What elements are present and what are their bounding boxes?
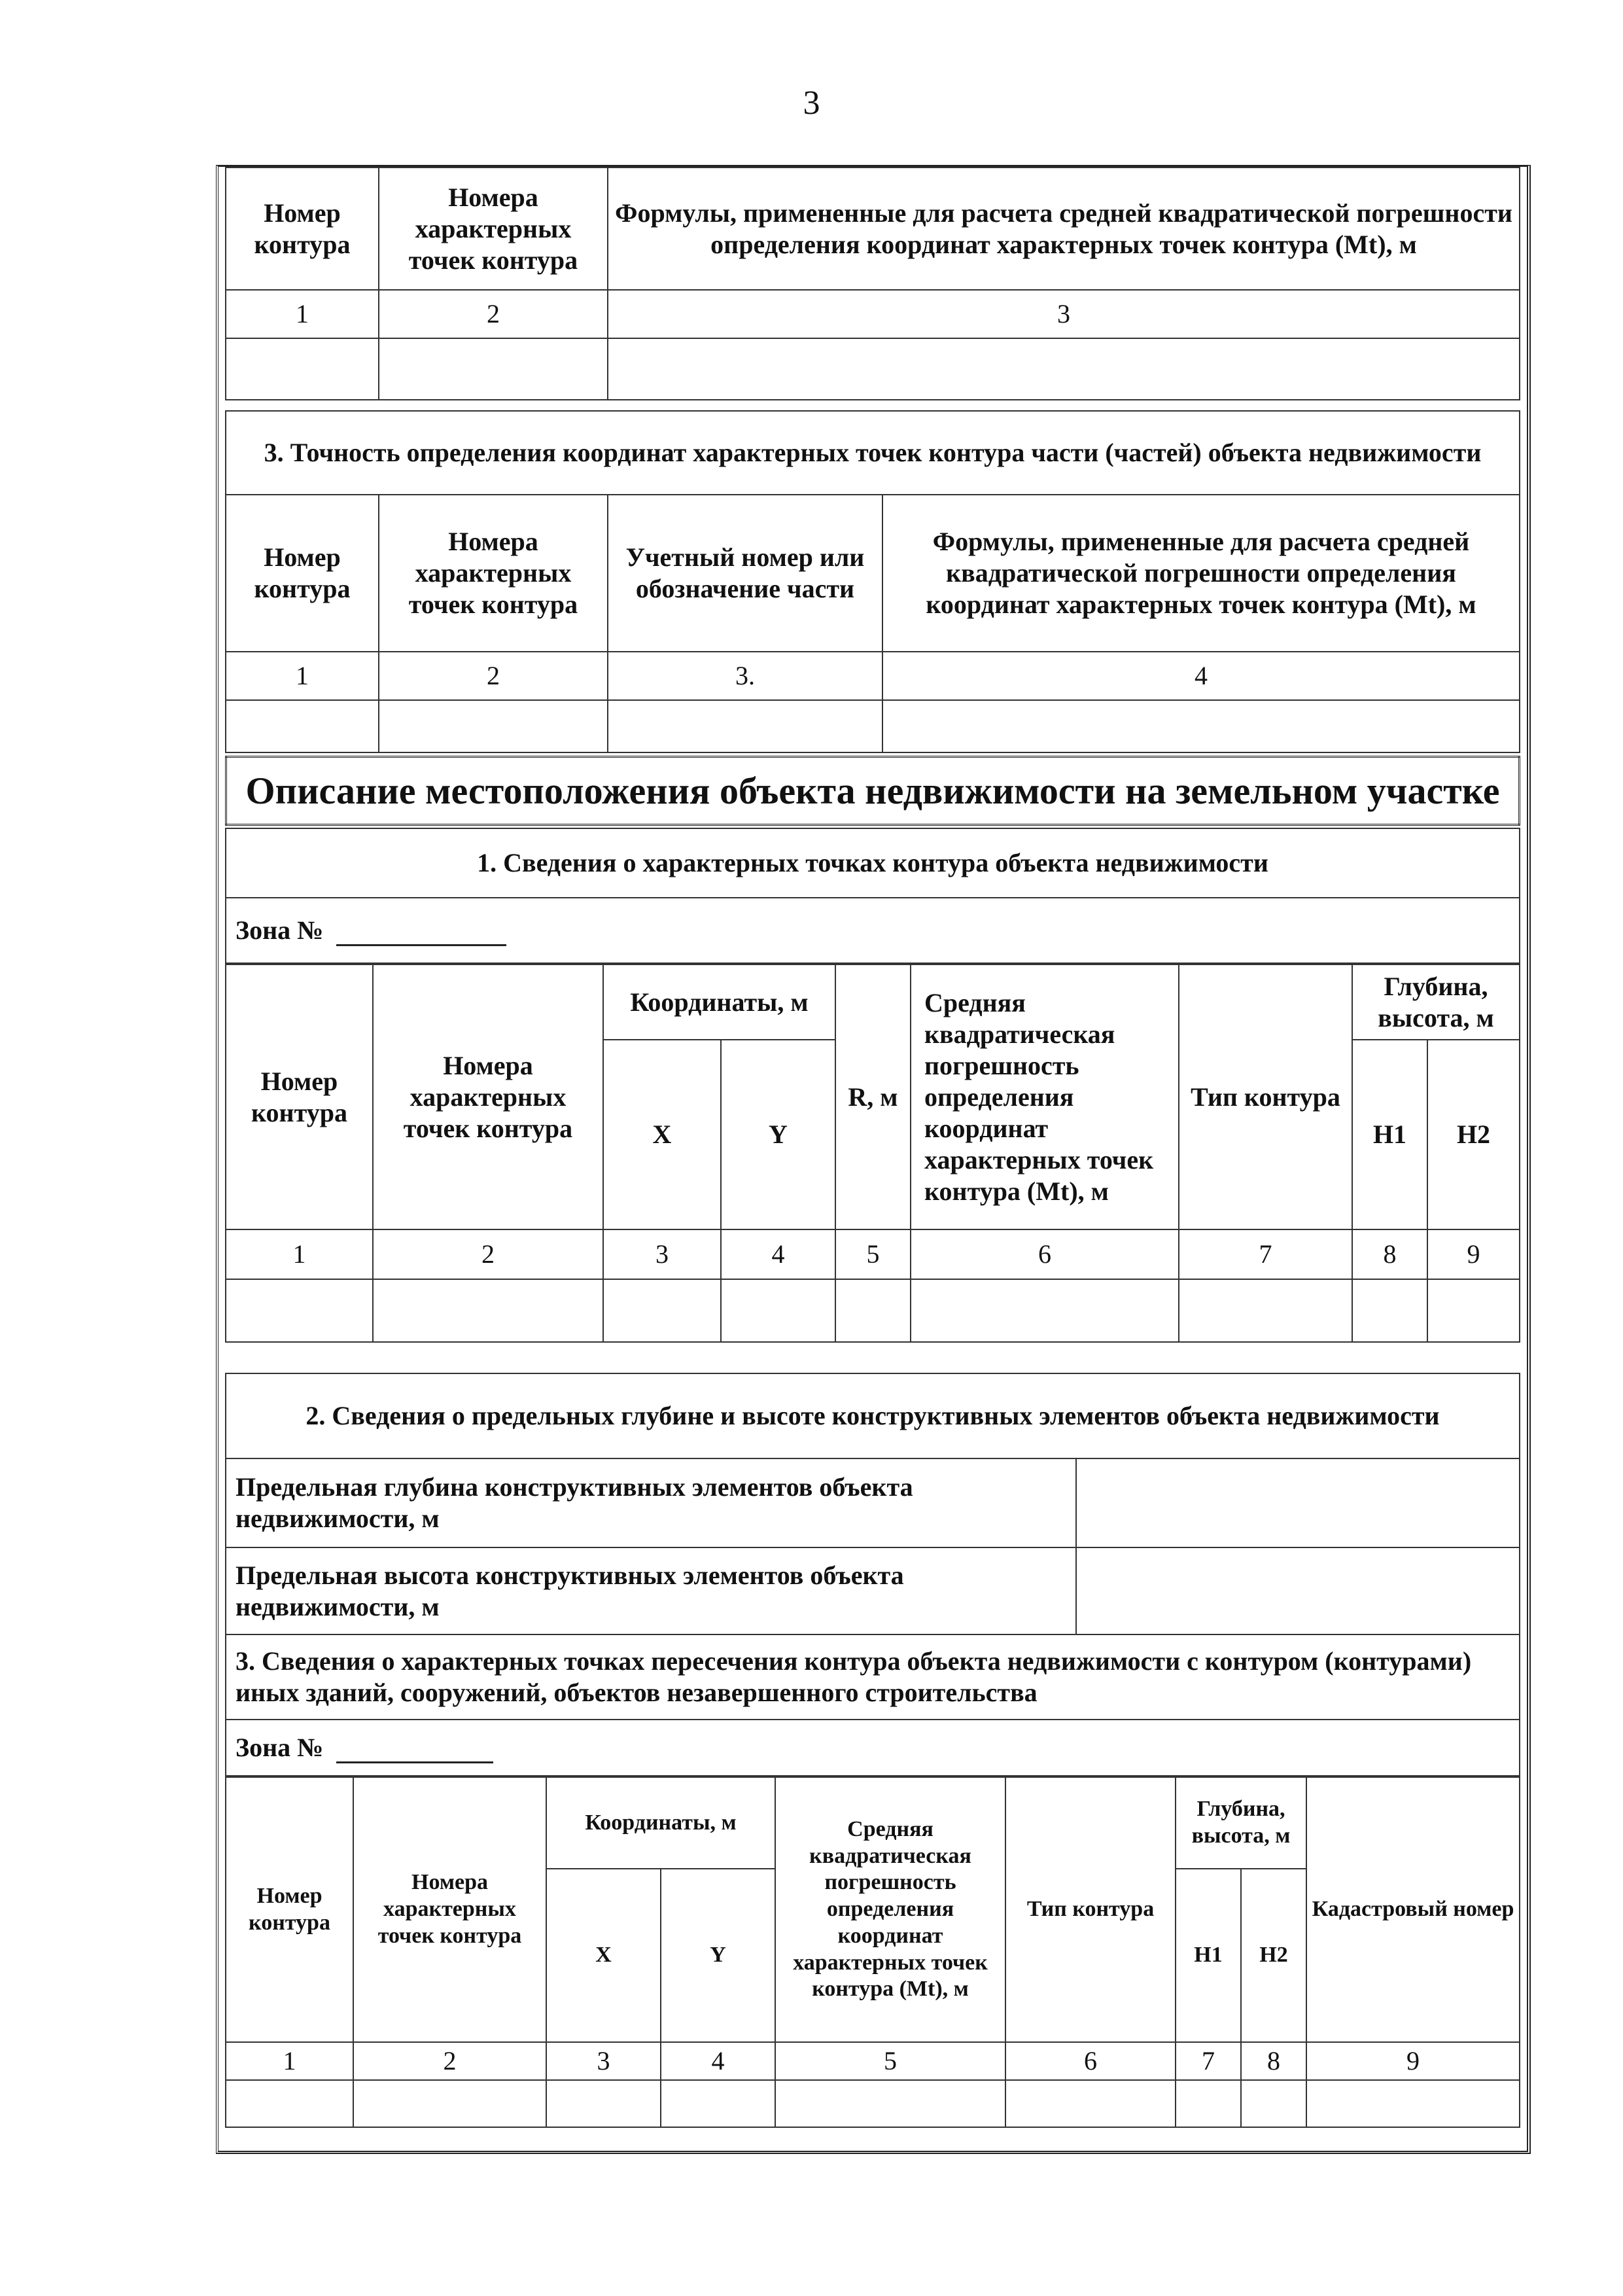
formula-table-block <box>225 167 1520 400</box>
col-number: 3. <box>608 652 882 700</box>
col-number: 6 <box>1005 2042 1176 2080</box>
parts-accuracy-title: 3. Точность определения координат характерных точек контура части (частей) объекта недвижимости <box>226 411 1520 495</box>
col-number: 4 <box>882 652 1520 700</box>
section3-title: 3. Сведения о характерных точках пересечения контура объекта недвижимости с контуром (контурами) иных зданий, сооружений, объектов незавершенного строительства <box>226 1634 1520 1720</box>
col-number: 3 <box>603 1229 721 1279</box>
empty-cell[interactable] <box>1176 2080 1241 2127</box>
max-depth-label: Предельная глубина конструктивных элементов объекта недвижимости, м <box>226 1458 1076 1547</box>
section3-points-table <box>225 1776 1520 2128</box>
section1-block <box>225 828 1520 1343</box>
empty-cell[interactable] <box>661 2080 775 2127</box>
empty-cell[interactable] <box>775 2080 1005 2127</box>
zone-label: Зона № <box>236 915 324 945</box>
header-point-numbers: Номера характерных точек контура <box>379 168 608 290</box>
header-cadastral-number: Кадастровый номер <box>1306 1777 1520 2042</box>
header-formulas: Формулы, примененные для расчета средней квадратической погрешности определения координат характерных точек контура (Mt), м <box>882 495 1520 652</box>
parts-accuracy-block <box>225 410 1520 753</box>
header-part-number: Учетный номер или обозначение части <box>608 495 882 652</box>
header-contour-number: Номер контура <box>226 495 379 652</box>
header-mean-error: Средняя квадратическая погрешность определения координат характерных точек контура (Mt), м <box>911 964 1179 1229</box>
header-radius: R, м <box>835 964 911 1229</box>
section2-block <box>225 1373 1520 1635</box>
col-number: 1 <box>226 1229 373 1279</box>
header-h1: H1 <box>1352 1040 1427 1229</box>
empty-cell[interactable] <box>226 700 379 752</box>
main-title-table <box>225 756 1520 826</box>
col-number: 1 <box>226 2042 353 2080</box>
header-h1: H1 <box>1176 1869 1241 2042</box>
header-h2: H2 <box>1241 1869 1306 2042</box>
empty-cell[interactable] <box>882 700 1520 752</box>
header-coordinates: Координаты, м <box>603 964 835 1040</box>
section3-block <box>225 1634 1520 2128</box>
section1-title: 1. Сведения о характерных точках контура объекта недвижимости <box>226 828 1520 898</box>
col-number: 9 <box>1427 1229 1520 1279</box>
col-number: 7 <box>1176 2042 1241 2080</box>
header-coordinates: Координаты, м <box>546 1777 775 1869</box>
empty-cell[interactable] <box>379 700 608 752</box>
header-contour-type: Тип контура <box>1179 964 1352 1229</box>
main-title-block <box>225 756 1520 826</box>
header-contour-number: Номер контура <box>226 964 373 1229</box>
empty-cell[interactable] <box>1179 1279 1352 1342</box>
empty-cell[interactable] <box>1241 2080 1306 2127</box>
section1-points-table <box>225 964 1520 1343</box>
header-h2: H2 <box>1427 1040 1520 1229</box>
col-number: 2 <box>353 2042 546 2080</box>
header-x: X <box>546 1869 661 2042</box>
col-number: 8 <box>1241 2042 1306 2080</box>
header-contour-type: Тип контура <box>1005 1777 1176 2042</box>
empty-cell[interactable] <box>1427 1279 1520 1342</box>
section1-title-table <box>225 828 1520 964</box>
section3-zone-row <box>226 1720 1520 1776</box>
form-frame <box>216 165 1531 2154</box>
col-number: 3 <box>608 290 1520 338</box>
header-y: Y <box>721 1040 835 1229</box>
col-number: 6 <box>911 1229 1179 1279</box>
header-point-numbers: Номера характерных точек контура <box>353 1777 546 2042</box>
header-point-numbers: Номера характерных точек контура <box>379 495 608 652</box>
col-number: 2 <box>379 290 608 338</box>
parts-accuracy-table <box>225 410 1520 753</box>
header-formulas: Формулы, примененные для расчета средней квадратической погрешности определения координат характерных точек контура (Mt), м <box>608 168 1520 290</box>
section2-title: 2. Сведения о предельных глубине и высоте конструктивных элементов объекта недвижимости <box>226 1373 1520 1458</box>
formula-table <box>225 167 1520 400</box>
col-number: 5 <box>835 1229 911 1279</box>
header-y: Y <box>661 1869 775 2042</box>
empty-cell[interactable] <box>353 2080 546 2127</box>
section1-zone-row <box>226 898 1520 963</box>
empty-cell[interactable] <box>911 1279 1179 1342</box>
col-number: 3 <box>546 2042 661 2080</box>
col-number: 5 <box>775 2042 1005 2080</box>
empty-cell[interactable] <box>835 1279 911 1342</box>
max-height-label: Предельная высота конструктивных элементов объекта недвижимости, м <box>226 1547 1076 1634</box>
section3-title-table <box>225 1634 1520 1776</box>
zone-label: Зона № <box>236 1733 324 1762</box>
max-height-value[interactable] <box>1076 1547 1520 1634</box>
empty-cell[interactable] <box>608 700 882 752</box>
main-title: Описание местоположения объекта недвижимости на земельном участке <box>226 757 1520 825</box>
empty-cell[interactable] <box>608 338 1520 400</box>
col-number: 8 <box>1352 1229 1427 1279</box>
empty-cell[interactable] <box>603 1279 721 1342</box>
col-number: 4 <box>721 1229 835 1279</box>
empty-cell[interactable] <box>546 2080 661 2127</box>
empty-cell[interactable] <box>379 338 608 400</box>
empty-cell[interactable] <box>1352 1279 1427 1342</box>
header-mean-error: Средняя квадратическая погрешность определения координат характерных точек контура (Mt), м <box>775 1777 1005 2042</box>
col-number: 2 <box>379 652 608 700</box>
col-number: 1 <box>226 290 379 338</box>
max-depth-value[interactable] <box>1076 1458 1520 1547</box>
empty-cell[interactable] <box>1306 2080 1520 2127</box>
col-number: 4 <box>661 2042 775 2080</box>
header-x: X <box>603 1040 721 1229</box>
header-contour-number: Номер контура <box>226 168 379 290</box>
empty-cell[interactable] <box>721 1279 835 1342</box>
header-point-numbers: Номера характерных точек контура <box>373 964 603 1229</box>
page-number: 3 <box>803 84 820 122</box>
col-number: 9 <box>1306 2042 1520 2080</box>
empty-cell[interactable] <box>1005 2080 1176 2127</box>
section2-table <box>225 1373 1520 1635</box>
empty-cell[interactable] <box>226 1279 373 1342</box>
col-number: 7 <box>1179 1229 1352 1279</box>
col-number: 1 <box>226 652 379 700</box>
header-depth-height: Глубина, высота, м <box>1176 1777 1306 1869</box>
col-number: 2 <box>373 1229 603 1279</box>
empty-cell[interactable] <box>226 2080 353 2127</box>
empty-cell[interactable] <box>226 338 379 400</box>
header-depth-height: Глубина, высота, м <box>1352 964 1520 1040</box>
zone-number-input[interactable] <box>336 1761 493 1763</box>
empty-cell[interactable] <box>373 1279 603 1342</box>
header-contour-number: Номер контура <box>226 1777 353 2042</box>
zone-number-input[interactable] <box>336 944 506 946</box>
